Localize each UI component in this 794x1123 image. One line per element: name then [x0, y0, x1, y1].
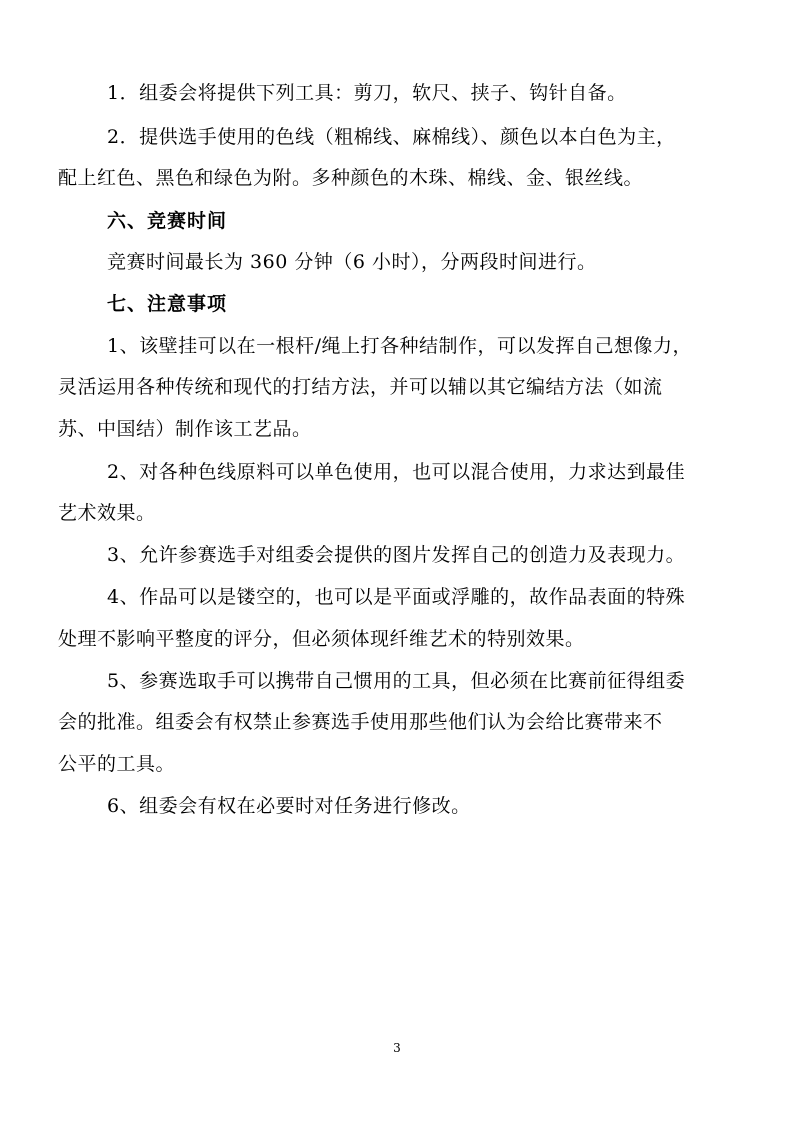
paragraph-tools-1: 1．组委会将提供下列工具：剪刀，软尺、挟子、钩针自备。 — [107, 82, 627, 104]
note-6: 6、组委会有权在必要时对任务进行修改。 — [107, 795, 471, 817]
section-7-heading: 七、注意事项 — [107, 293, 228, 315]
section-6-heading: 六、竞赛时间 — [107, 210, 228, 232]
page-number: 3 — [393, 1041, 401, 1055]
note-1-line-1: 1、该壁挂可以在一根杆/绳上打各种结制作，可以发挥自己想像力， — [107, 335, 692, 357]
paragraph-tools-2-line-1: 2．提供选手使用的色线（粗棉线、麻棉线）、颜色以本白色为主， — [107, 126, 676, 148]
section-6-text: 竞赛时间最长为 360 分钟（6 小时），分两段时间进行。 — [107, 251, 597, 273]
note-4-line-1: 4、作品可以是镂空的，也可以是平面或浮雕的，故作品表面的特殊 — [107, 586, 686, 608]
note-3: 3、允许参赛选手对组委会提供的图片发挥自己的创造力及表现力。 — [107, 544, 686, 566]
note-5-line-1: 5、参赛选取手可以携带自己惯用的工具，但必须在比赛前征得组委 — [107, 670, 686, 692]
note-2-line-2: 艺术效果。 — [58, 502, 156, 524]
note-5-line-2: 会的批准。组委会有权禁止参赛选手使用那些他们认为会给比赛带来不 — [58, 711, 663, 733]
note-5-line-3: 公平的工具。 — [58, 753, 176, 775]
note-1-line-2: 灵活运用各种传统和现代的打结方法，并可以辅以其它编结方法（如流 — [58, 376, 663, 398]
note-4-line-2: 处理不影响平整度的评分，但必须体现纤维艺术的特别效果。 — [58, 628, 585, 650]
paragraph-tools-2-line-2: 配上红色、黑色和绿色为附。多种颜色的木珠、棉线、金、银丝线。 — [58, 167, 644, 189]
note-1-line-3: 苏、中国结）制作该工艺品。 — [58, 418, 312, 440]
note-2-line-1: 2、对各种色线原料可以单色使用，也可以混合使用，力求达到最佳 — [107, 461, 686, 483]
